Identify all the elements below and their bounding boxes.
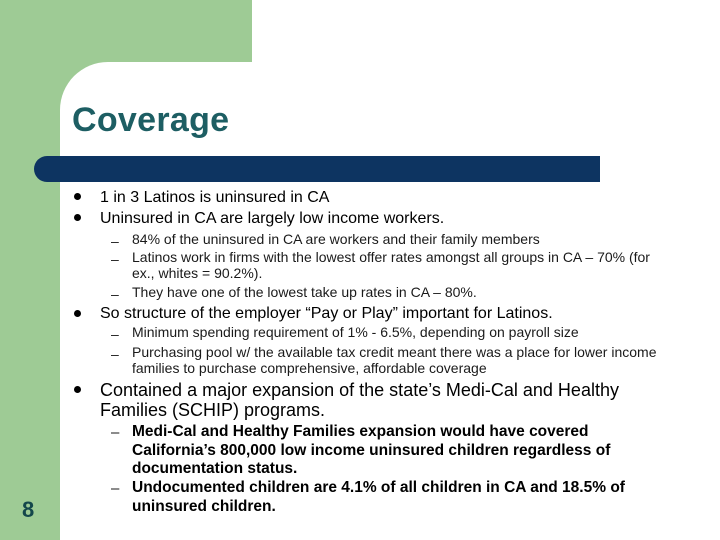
sub-bullet-text: They have one of the lowest take up rates in CA – 80%.	[132, 284, 477, 300]
sub-bullet-text: Minimum spending requirement of 1% - 6.5%, depending on payroll size	[132, 324, 579, 340]
sub-bullet-text: Latinos work in firms with the lowest offer rates amongst all groups in CA – 70% (for ex., whites = 90.2%).	[132, 249, 650, 281]
sub-bullet-dash: –	[111, 346, 119, 362]
bullet-text: 1 in 3 Latinos is uninsured in CA	[100, 189, 330, 206]
slide-page-number: 8	[22, 497, 35, 522]
bullet-text: Uninsured in CA are largely low income workers.	[100, 210, 445, 227]
sub-bullet-dash: –	[111, 424, 120, 441]
slide-title: Coverage	[72, 101, 230, 139]
accent-strip-left	[0, 0, 60, 540]
sub-bullet-dash: –	[111, 233, 119, 249]
sub-bullet-dash: –	[111, 326, 119, 342]
bullet-text: Contained a major expansion of the state’s Medi-Cal and Healthy Families (SCHIP) programs.	[100, 380, 619, 420]
sub-bullet-text: 84% of the uninsured in CA are workers and their family members	[132, 231, 540, 247]
bullet-dot	[74, 214, 81, 221]
sub-bullet-dash: –	[111, 480, 120, 497]
sub-bullet-text: Purchasing pool w/ the available tax credit meant there was a place for lower income families to purchase comprehensive, affordable coverage	[132, 344, 657, 376]
sub-bullet-text: Undocumented children are 4.1% of all children in CA and 18.5% of uninsured children.	[132, 479, 625, 515]
bullet-dot	[74, 193, 81, 200]
bullet-dot	[74, 386, 81, 393]
sub-bullet-dash: –	[111, 251, 119, 267]
bullet-text: So structure of the employer “Pay or Play” important for Latinos.	[100, 305, 553, 322]
sub-bullet-dash: –	[111, 286, 119, 302]
sub-bullet-text: Medi-Cal and Healthy Families expansion would have covered California’s 800,000 low income uninsured children regardless of documentation status.	[132, 423, 611, 477]
bullet-dot	[74, 310, 81, 317]
title-underline-bar	[34, 156, 600, 182]
